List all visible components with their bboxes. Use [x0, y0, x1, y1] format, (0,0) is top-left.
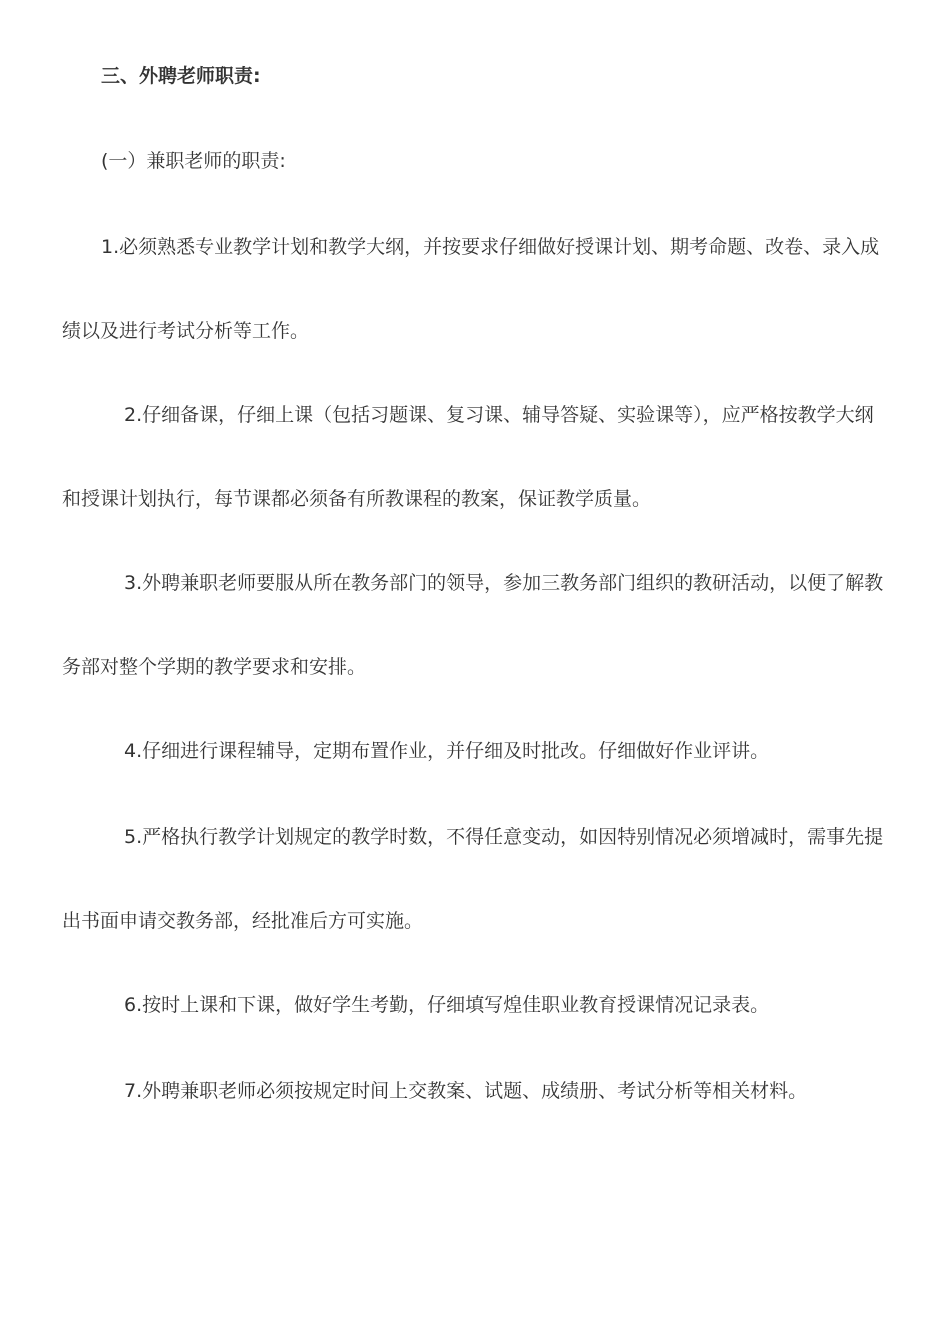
item-1-line-1: 1.必须熟悉专业教学计划和教学大纲，并按要求仔细做好授课计划、期考命题、改卷、录入成 [101, 236, 880, 258]
subsection-heading: (一）兼职老师的职责: [101, 150, 286, 172]
item-2-line-2: 和授课计划执行，每节课都必须备有所教课程的教案，保证教学质量。 [62, 488, 652, 510]
item-6-line-1: 6.按时上课和下课，做好学生考勤，仔细填写煌佳职业教育授课情况记录表。 [124, 994, 770, 1016]
section-heading: 三、外聘老师职责: [101, 65, 261, 87]
item-5-line-1: 5.严格执行教学计划规定的教学时数，不得任意变动，如因特别情况必须增减时，需事先提 [124, 826, 884, 848]
item-3-line-2: 务部对整个学期的教学要求和安排。 [62, 656, 367, 678]
item-4-line-1: 4.仔细进行课程辅导，定期布置作业，并仔细及时批改。仔细做好作业评讲。 [124, 740, 770, 762]
item-2-line-1: 2.仔细备课，仔细上课（包括习题课、复习课、辅导答疑、实验课等），应严格按教学大纲 [124, 404, 874, 426]
item-5-line-2: 出书面申请交教务部，经批准后方可实施。 [62, 910, 424, 932]
item-7-line-1: 7.外聘兼职老师必须按规定时间上交教案、试题、成绩册、考试分析等相关材料。 [124, 1080, 808, 1102]
item-3-line-1: 3.外聘兼职老师要服从所在教务部门的领导，参加三教务部门组织的教研活动，以便了解教 [124, 572, 884, 594]
item-1-line-2: 绩以及进行考试分析等工作。 [62, 320, 310, 342]
